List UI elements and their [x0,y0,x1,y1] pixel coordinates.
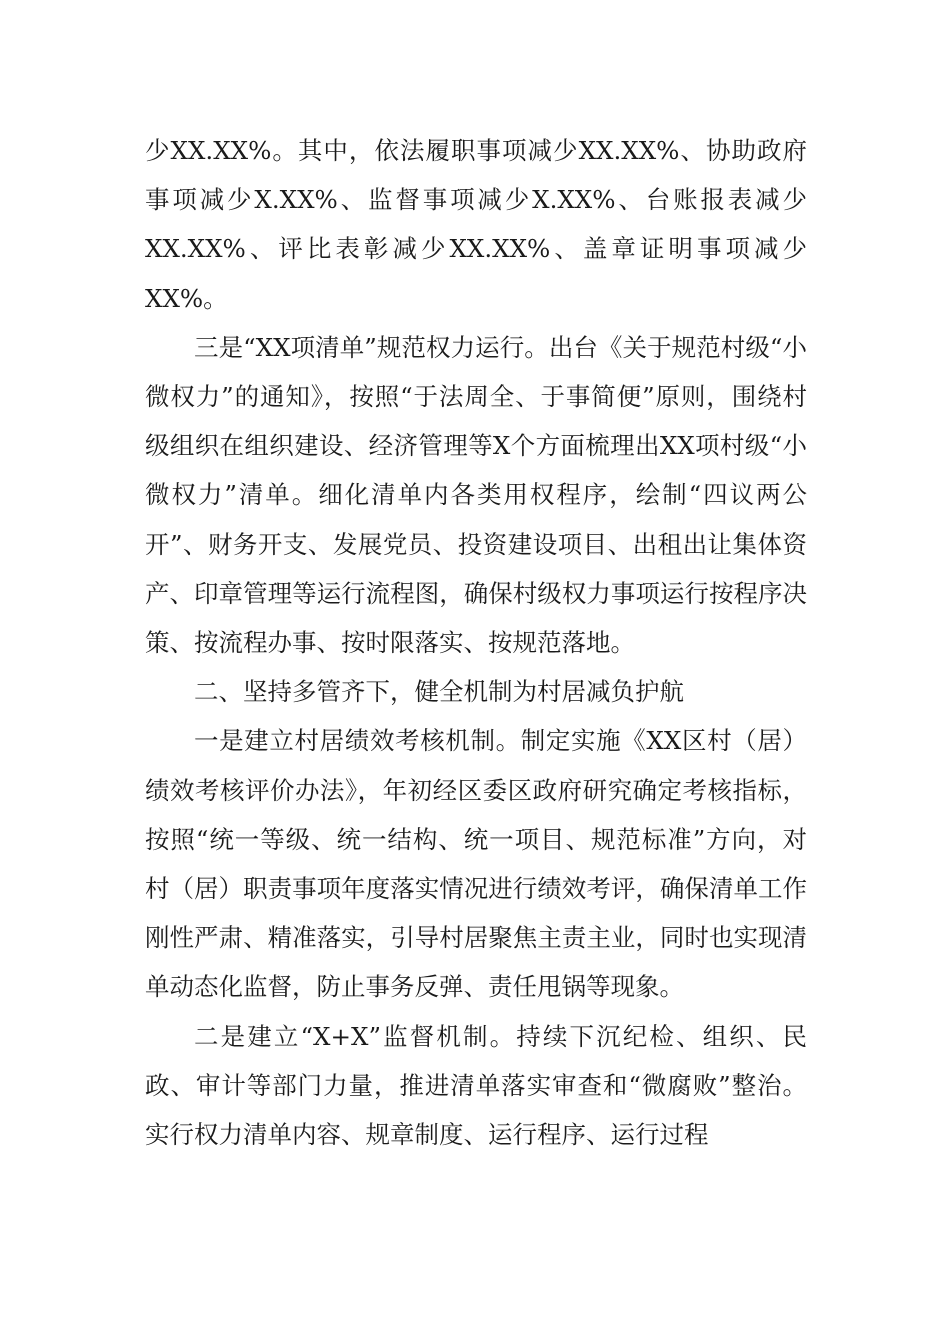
paragraph-performance-assessment: 一是建立村居绩效考核机制。制定实施《XX区村（居）绩效考核评价办法》，年初经区委区政府研究确定考核指标，按照“统一等级、统一结构、统一项目、规范标准”方向，对村（居）职责事项年度落实情况进行绩效考评，确保清单工作刚性严肃、精准落实，引导村居聚焦主责主业，同时也实现清单动态化监督，防止事务反弹、责任甩锅等现象。 [145,726,807,1002]
paragraph-supervision-mechanism: 二是建立“X+X”监督机制。持续下沉纪检、组织、民政、审计等部门力量，推进清单落实审查和“微腐败”整治。实行权力清单内容、规章制度、运行程序、运行过程 [145,1021,807,1150]
document-body [145,126,807,1159]
paragraph-power-list: 三是“XX项清单”规范权力运行。出台《关于规范村级“小微权力”的通知》，按照“于法周全、于事简便”原则，围绕村级组织在组织建设、经济管理等X个方面梳理出XX项村级“小微权力”清单。细化清单内各类用权程序，绘制“四议两公开”、财务开支、发展党员、投资建设项目、出租出让集体资产、印章管理等运行流程图，确保村级权力事项运行按程序决策、按流程办事、按时限落实、按规范落地。 [145,332,807,658]
section-heading: 二、坚持多管齐下，健全机制为村居减负护航 [194,677,684,707]
paragraph-continued: 少XX.XX%。其中，依法履职事项减少XX.XX%、协助政府事项减少X.XX%、监督事项减少X.XX%、台账报表减少XX.XX%、评比表彰减少XX.XX%、盖章证明事项减少XX%。 [145,136,807,313]
